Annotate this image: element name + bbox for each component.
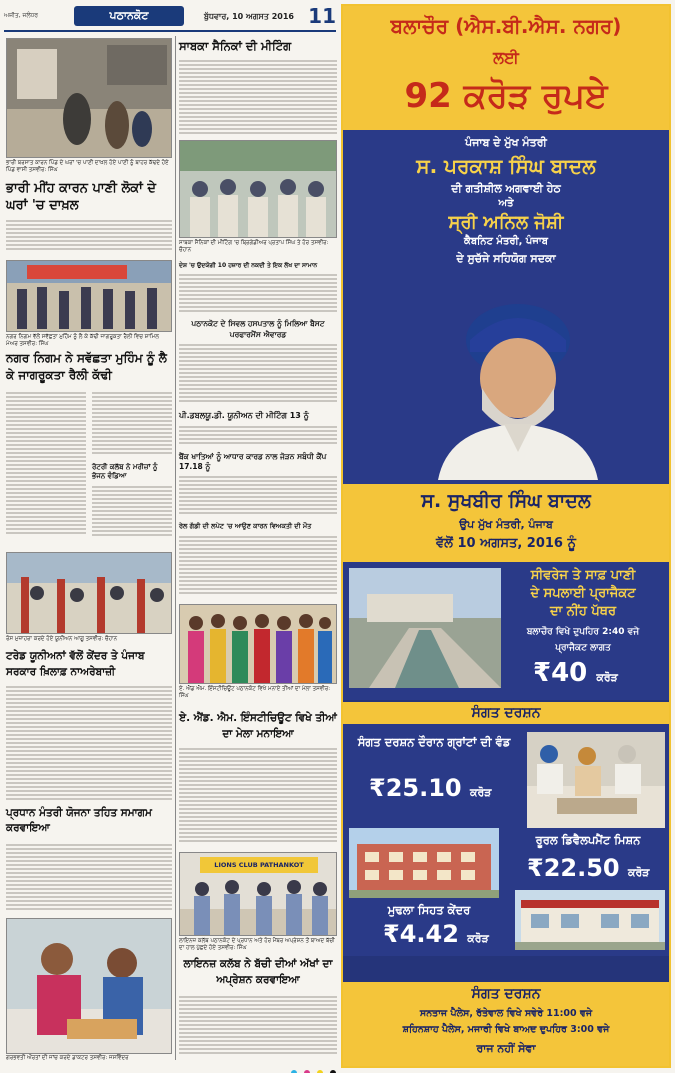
section-logo: ਪਠਾਨਕੋਟ [74, 6, 184, 26]
headline-pwd-union: ਪੀ.ਡਬਲਯੂ.ਡੀ. ਯੂਨੀਅਨ ਦੀ ਮੀਟਿੰਗ 13 ਨੂੰ [179, 411, 309, 420]
photo-credit: ਤਸਵੀਰ: ਜਸਵਿੰਦਰ [89, 1055, 129, 1061]
project-section [343, 562, 669, 700]
minister-cooperation: ਦੇ ਸੁਚੱਜੇ ਸਹਿਯੋਗ ਸਦਕਾ [456, 252, 556, 265]
rally-photo-caption: ਨਗਰ ਨਿਗਮ ਵੱਲੋਂ ਸਵੱਛਤਾ ਮੁਹਿੰਮ ਨੂੰ ਲੈ ਕੇ ਕੱਢੀ ਜਾਗਰੂਕਤਾ ਰੈਲੀ ਵਿਚ ਸ਼ਾਮਿਲ ਮੇਅਰ ਤਸਵੀਰ: ਸਿੰਘ [6, 334, 160, 347]
grants-section [343, 724, 669, 956]
sewage-plant-photo [349, 568, 501, 688]
sangat-darshan-schedule [343, 982, 669, 1066]
checkup-photo-caption: ਗਰਭਵਤੀ ਔਰਤਾਂ ਦੀ ਜਾਂਚ ਕਰਦੇ ਡਾਕਟਰ ਤਸਵੀਰ: ਜਸਵਿੰਦਰ [6, 1055, 129, 1061]
health-centre-photo [515, 890, 665, 950]
dcm-banner [343, 484, 669, 562]
schedule-title: ਸੰਗਤ ਦਰਸ਼ਨ [471, 986, 541, 1002]
headline-rotary: ਰੋਟਰੀ ਕਲੱਬ ਨੇ ਮਰੀਜ਼ਾਂ ਨੂੰ ਭੋਜਨ ਵੰਡਿਆ [92, 463, 158, 480]
project-line-1: ਸੀਵਰੇਜ ਤੇ ਸਾਫ਼ ਪਾਣੀ [530, 568, 636, 583]
headline-theft: ਦੇਸ਼ 'ਚ ਉਦਯੋਗੀ 10 ਹਜ਼ਾਰ ਦੀ ਨਕਦੀ ਤੇ ਇਕ ਲੱਖ ਦਾ ਸਾਮਾਨ [179, 262, 318, 269]
crore-unit: ਕਰੋੜ [627, 866, 650, 879]
teej-festival-photo [179, 604, 337, 684]
dcm-name: ਸ. ਸੁਖਬੀਰ ਸਿੰਘ ਬਾਦਲ [421, 490, 591, 512]
project-cost-value: ₹40 ਕਰੋੜ [533, 658, 618, 688]
schedule-line-2: ਸ਼ਹਿਨਸ਼ਾਹ ਪੈਲੇਸ, ਮਜਾਰੀ ਵਿਖੇ ਬਾਅਦ ਦੁਪਹਿਰ 3:00 ਵਜੇ [402, 1024, 610, 1035]
ad-headline-amount: 92 ਕਰੋੜ ਰੁਪਏ [404, 76, 608, 116]
ad-header [343, 6, 669, 130]
photo-credit: ਤਸਵੀਰ: ਸਿੰਘ [28, 167, 58, 173]
flood-photo [6, 38, 172, 158]
rally-photo [6, 260, 172, 332]
headline-ex-servicemen: ਸਾਬਕਾ ਸੈਨਿਕਾਂ ਦੀ ਮੀਟਿੰਗ [179, 39, 292, 53]
sangat-darshan-photo [527, 732, 665, 828]
dcm-portrait [438, 300, 598, 480]
crore-unit: ਕਰੋੜ [596, 671, 618, 684]
photo-credit: ਤਸਵੀਰ: ਸਿੰਘ [19, 341, 49, 347]
photo-credit: ਤਸਵੀਰ: ਚੌਹਾਨ [179, 240, 329, 253]
project-line-2: ਦੇ ਸਪਲਾਈ ਪ੍ਰਾਜੈਕਟ [530, 586, 636, 601]
aadhaar-article-body [179, 474, 337, 518]
protest-photo [6, 552, 172, 634]
crore-unit: ਕਰੋੜ [469, 786, 492, 799]
trade-union-article-body [6, 684, 172, 802]
health-centre-building-photo [349, 828, 499, 898]
cm-name: ਸ. ਪਰਕਾਸ਼ ਸਿੰਘ ਬਾਦਲ [416, 154, 596, 178]
rally-article-body [6, 390, 86, 540]
headline-civil-hospital-award: ਪਠਾਨਕੋਟ ਦੇ ਸਿਵਲ ਹਸਪਤਾਲ ਨੂੰ ਮਿਲਿਆ ਬੈਸਟ ਪਰਫਾਰਮੈਂਸ ਐਵਾਰਡ [191, 319, 325, 339]
rural-mission-label: ਰੂਰਲ ਡਿਵੈਲਪਮੈਂਟ ਮਿਸ਼ਨ [535, 833, 641, 847]
train-accident-article-body [179, 534, 337, 600]
health-centre-amount: ₹4.42 ਕਰੋੜ [383, 920, 489, 948]
ad-location: ਬਲਾਚੌਰ (ਐਸ.ਬੀ.ਐਸ. ਨਗਰ) [390, 14, 622, 38]
minister-title: ਕੈਬਨਿਟ ਮੰਤਰੀ, ਪੰਜਾਬ [464, 236, 548, 247]
schedule-line-1: ਸਨਤਾਜ ਪੈਲੇਸ, ਰੱਤੇਵਾਲ ਵਿਖੇ ਸਵੇਰੇ 11:00 ਵਜੇ [419, 1008, 593, 1019]
pwd-union-article-body [179, 424, 337, 448]
cm-leadership: ਦੀ ਗਤੀਸ਼ੀਲ ਅਗਵਾਈ ਹੇਠ [451, 182, 561, 195]
lions-club-banner: LIONS CLUB PATHANKOT [214, 861, 304, 869]
flood-photo-caption: ਭਾਰੀ ਬਰਸਾਤ ਕਾਰਨ ਪਿੰਡ ਦੇ ਘਰਾਂ 'ਚ ਪਾਣੀ ਦਾਖ਼ਲ ਹੋਏ ਪਾਣੀ ਨੂੰ ਬਾਹਰ ਕੱਢਦੇ ਹੋਏ ਪਿੰਡ ਵਾਸੀ ਤਸਵੀਰ: ਸਿੰਘ [6, 160, 169, 173]
lions-article-body [179, 994, 337, 1058]
teej-photo-caption: ਏ. ਐਂਡ ਐਮ. ਇੰਸਟੀਚਿਊਟ ਪਠਾਨਕੋਟ ਵਿਖੇ ਮਨਾਏ ਤੀਆਂ ਦਾ ਮੇਲਾ ਤਸਵੀਰ: ਸਿੰਘ [179, 686, 331, 699]
headline-teej-festival: ਏ. ਐਂਡ. ਐਮ. ਇੰਸਟੀਚਿਊਟ ਵਿਖੇ ਤੀਆਂ ਦਾ ਮੇਲਾ ਮਨਾਇਆ [179, 712, 337, 740]
cm-title: ਪੰਜਾਬ ਦੇ ਮੁੱਖ ਮੰਤਰੀ [465, 136, 547, 149]
ex-servicemen-article-body [179, 58, 337, 136]
rural-mission-amount: ₹22.50 ਕਰੋੜ [527, 854, 650, 882]
rotary-article-body-2 [92, 484, 172, 540]
grants-amount: ₹25.10 ਕਰੋੜ [369, 774, 492, 802]
teej-article-body [179, 746, 337, 846]
ex-servicemen-photo [179, 140, 337, 238]
flood-article-body [6, 218, 172, 256]
sangat-darshan-header: ਸੰਗਤ ਦਰਸ਼ਨ [343, 702, 669, 724]
headline-train-accident: ਰੇਲ ਗੱਡੀ ਦੀ ਲਪੇਟ 'ਚ ਆਉਣ ਕਾਰਨ ਵਿਅਕਤੀ ਦੀ ਮੌਤ [179, 522, 312, 530]
registration-marks [0, 1063, 675, 1073]
headline-lions-club-eye-operation: ਲਾਇਨਜ਼ ਕਲੱਬ ਨੇ ਬੱਚੀ ਦੀਆਂ ਅੱਖਾਂ ਦਾ ਅਪ੍ਰੇਸ਼ਨ ਕਰਵਾਇਆ [183, 958, 333, 986]
project-line-3: ਦਾ ਨੀਂਹ ਪੱਥਰ [549, 604, 617, 619]
headline-trade-unions: ਟਰੇਡ ਯੂਨੀਅਨਾਂ ਵੱਲੋਂ ਕੇਂਦਰ ਤੇ ਪੰਜਾਬ ਸਰਕਾਰ ਖ਼ਿਲਾਫ਼ ਨਾਅਰੇਬਾਜ਼ੀ [6, 650, 145, 678]
dcm-date: ਵੱਲੋਂ 10 ਅਗਸਤ, 2016 ਨੂੰ [436, 536, 576, 551]
ad-slogan: ਰਾਜ ਨਹੀਂ ਸੇਵਾ [476, 1042, 536, 1055]
headline-cleanliness-rally: ਨਗਰ ਨਿਗਮ ਨੇ ਸਵੱਛਤਾ ਮੁਹਿੰਮ ਨੂੰ ਲੈ ਕੇ ਜਾਗਰੂਕਤਾ ਰੈਲੀ ਕੱਢੀ [6, 351, 167, 382]
government-advertisement [341, 4, 671, 1068]
photo-credit: ਤਸਵੀਰ: ਚੌਹਾਨ [85, 636, 118, 642]
masthead-date: ਬੁੱਧਵਾਰ, 10 ਅਗਸਤ 2016 [204, 12, 294, 21]
health-centre-label: ਮੁਢਲਾ ਸਿਹਤ ਕੇਂਦਰ [387, 903, 471, 917]
column-divider [175, 36, 176, 1060]
ad-leaders-section [343, 130, 669, 490]
headline-pm-scheme: ਪ੍ਰਧਾਨ ਮੰਤਰੀ ਯੋਜਨਾ ਤਹਿਤ ਸਮਾਗਮ ਕਰਵਾਇਆ [6, 807, 152, 834]
protest-photo-caption: ਰੋਸ ਮੁਜ਼ਾਹਰਾ ਕਰਦੇ ਹੋਏ ਯੂਨੀਅਨ ਆਗੂ ਤਸਵੀਰ: ਚੌਹਾਨ [6, 636, 118, 642]
headline-flood: ਭਾਰੀ ਮੀਂਹ ਕਾਰਨ ਪਾਣੀ ਲੋਕਾਂ ਦੇ ਘਰਾਂ 'ਚ ਦਾਖ਼ਲ [6, 181, 156, 213]
checkup-photo [6, 918, 172, 1054]
pm-scheme-article-body [6, 842, 172, 912]
minister-name: ਸ੍ਰੀ ਅਨਿਲ ਜੋਸ਼ੀ [448, 212, 564, 233]
grants-label: ਸੰਗਤ ਦਰਸ਼ਨ ਦੌਰਾਨ ਗ੍ਰਾਂਟਾਂ ਦੀ ਵੰਡ [357, 735, 511, 749]
and-text: ਅਤੇ [498, 198, 514, 209]
project-cost-label: ਪ੍ਰਾਜੈਕਟ ਲਾਗਤ [555, 643, 611, 653]
ad-for: ਲਈ [493, 48, 519, 67]
crore-unit: ਕਰੋੜ [467, 932, 489, 945]
masthead [4, 4, 336, 32]
civil-hospital-article-body [179, 342, 337, 406]
photo-credit: ਤਸਵੀਰ: ਸਿੰਘ [217, 945, 247, 951]
headline-aadhaar-camp: ਬੈਂਕ ਖਾਤਿਆਂ ਨੂੰ ਆਧਾਰ ਕਾਰਡ ਨਾਲ ਜੋੜਨ ਸਬੰਧੀ ਕੈਂਪ 17.18 ਨੂੰ [179, 452, 327, 471]
theft-article-body [179, 272, 337, 314]
masthead-city: ਅਜੀਤ, ਜਲੰਧਰ [4, 12, 39, 19]
lions-photo-caption: ਲਾਇਨਜ਼ ਕਲੱਬ ਪਠਾਨਕੋਟ ਦੇ ਪ੍ਰਧਾਨ ਅਤੇ ਹੋਰ ਮੈਂਬਰ ਅਪ੍ਰੇਸ਼ਨ ਤੋਂ ਬਾਅਦ ਬੱਚੀ ਦਾ ਹਾਲ ਪੁੱਛਦੇ ਹੋਏ ਤਸਵੀਰ: ਸਿੰਘ [179, 938, 335, 951]
project-place-time: ਬਲਾਚੌਰ ਵਿਖੇ ਦੁਪਹਿਰ 2:40 ਵਜੇ [526, 627, 640, 637]
rotary-article-body [92, 390, 172, 460]
page-number: 11 [308, 4, 336, 28]
ex-servicemen-photo-caption: ਸਾਬਕਾ ਸੈਨਿਕਾਂ ਦੀ ਮੀਟਿੰਗ 'ਚ ਬ੍ਰਿਗੇਡੀਅਰ ਪ੍ਰਤਾਪ ਸਿੰਘ ਤੇ ਹੋਰ ਤਸਵੀਰ: ਚੌਹਾਨ [179, 240, 329, 253]
photo-credit: ਤਸਵੀਰ: ਸਿੰਘ [179, 686, 331, 699]
dcm-title: ਉਪ ਮੁੱਖ ਮੰਤਰੀ, ਪੰਜਾਬ [459, 518, 553, 531]
